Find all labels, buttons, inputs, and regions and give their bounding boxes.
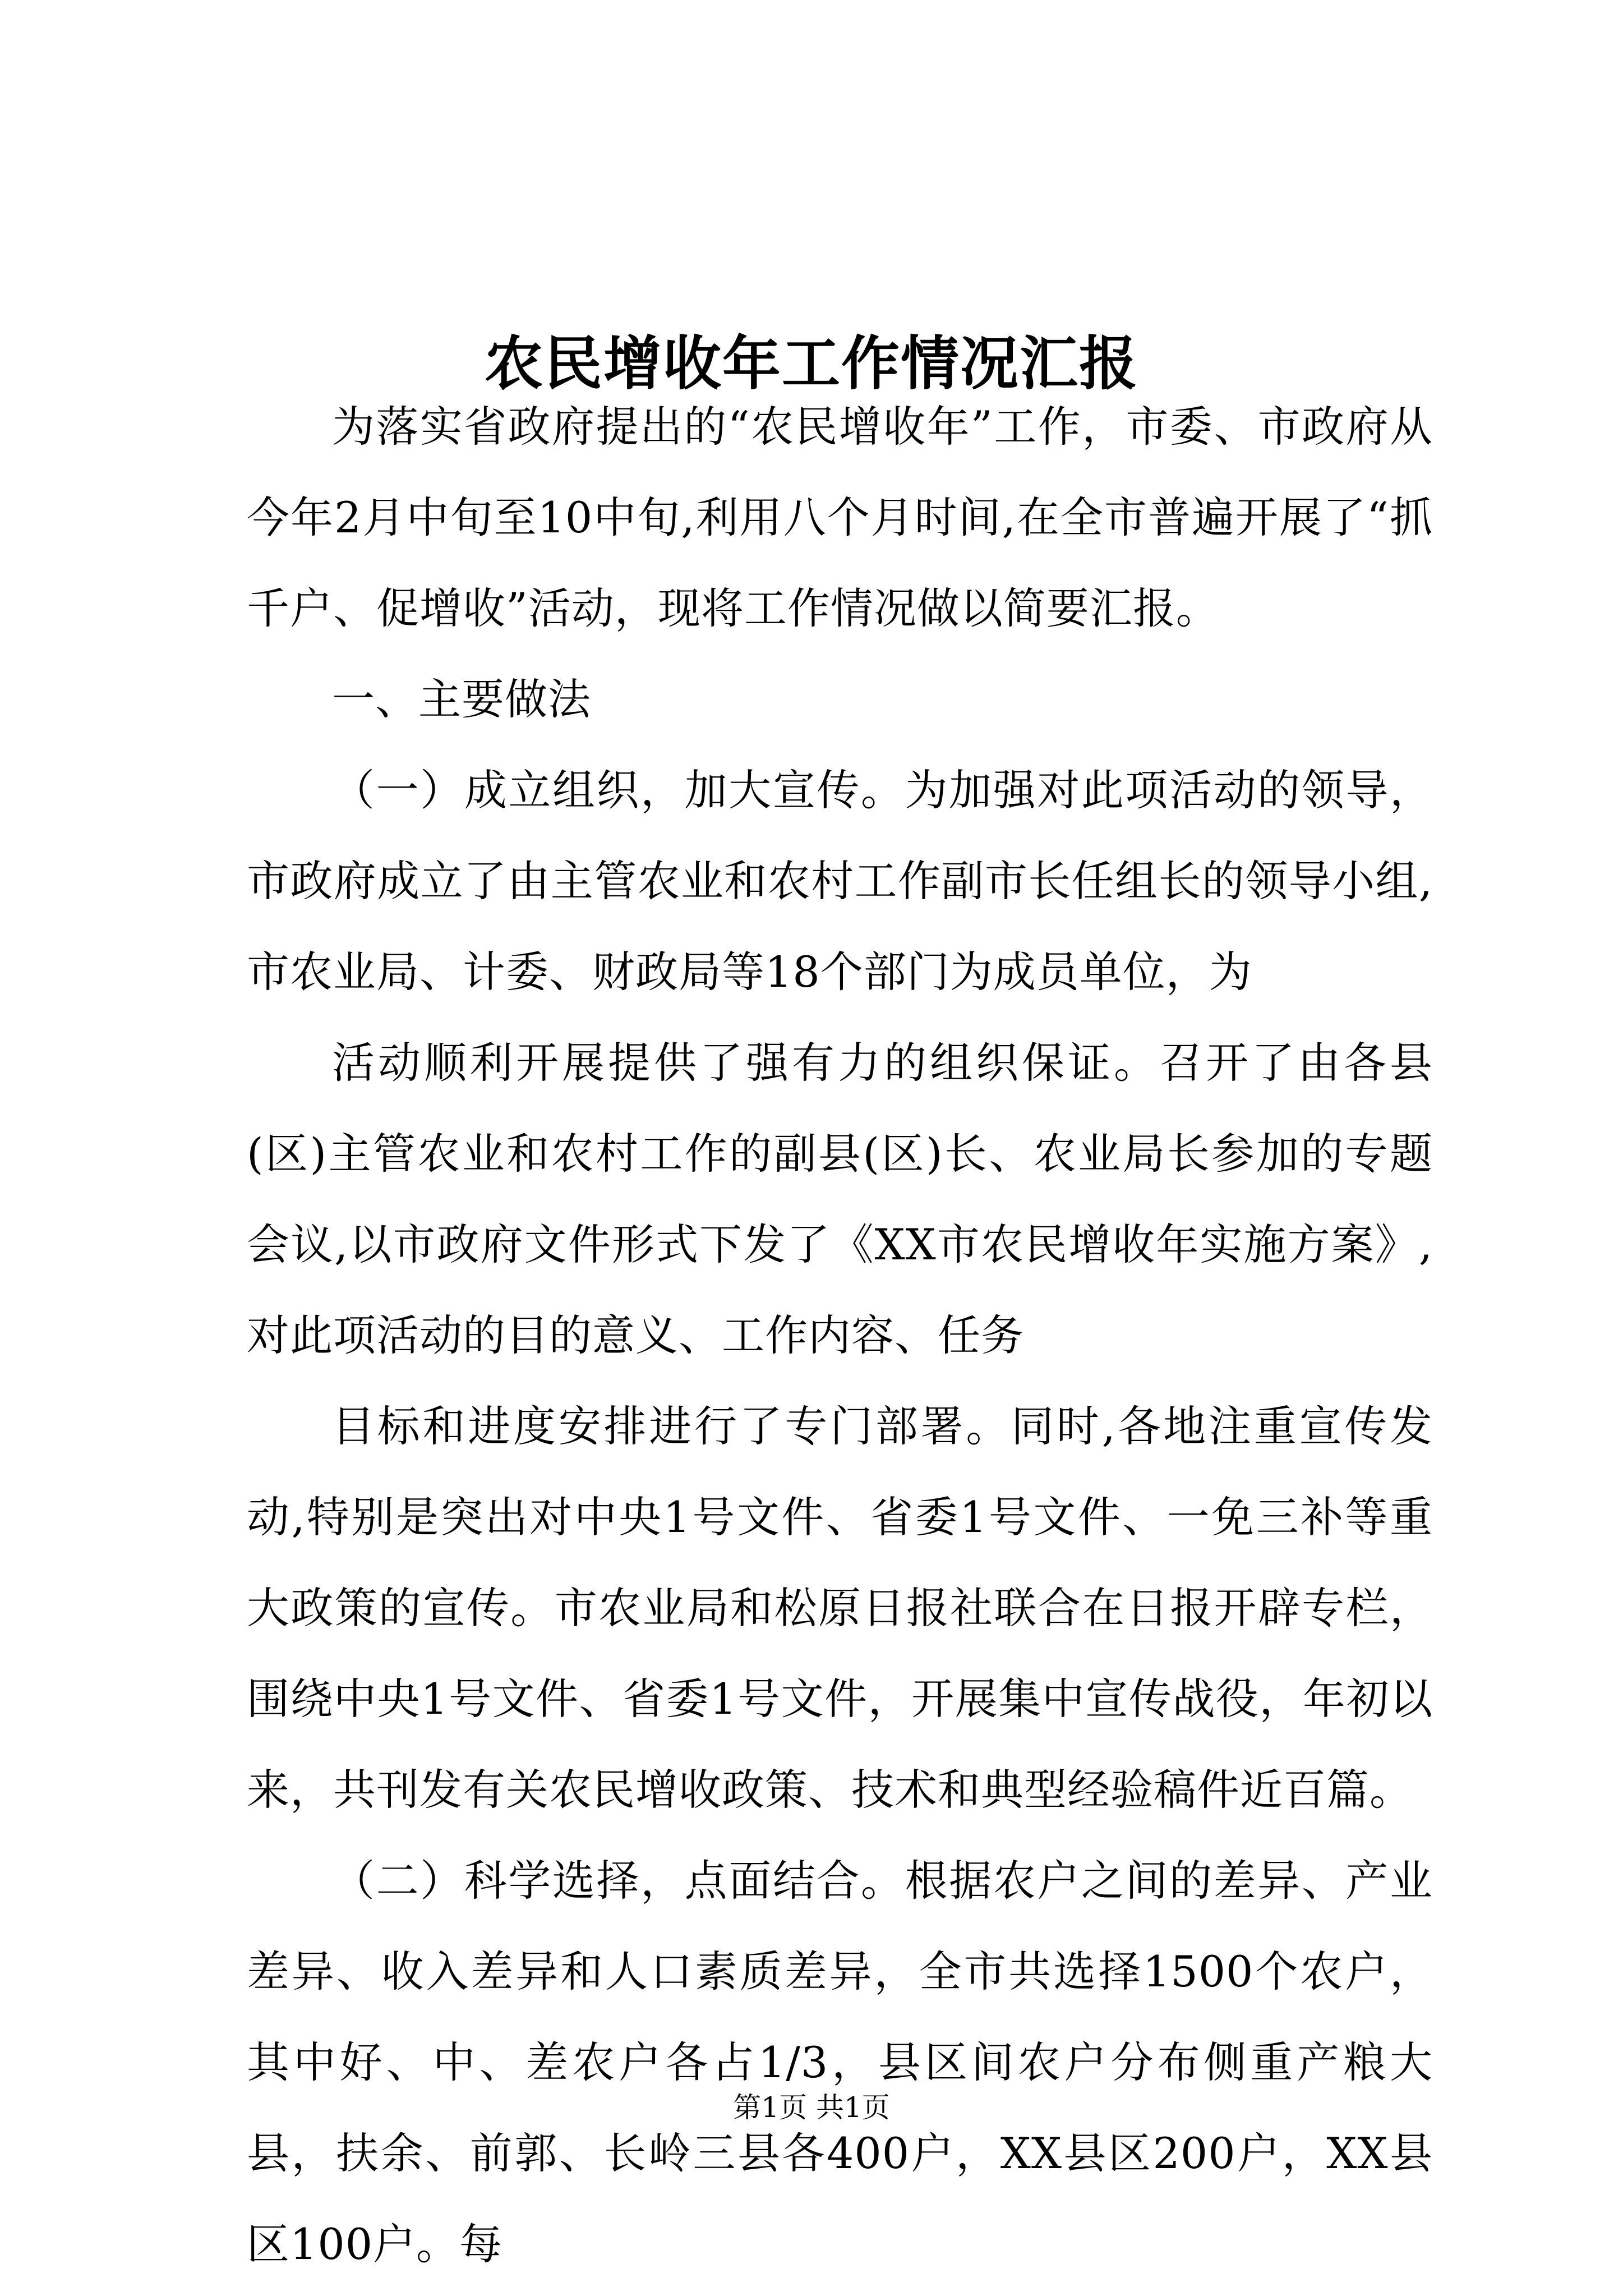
paragraph-intro: 为落实省政府提出的“农民增收年”工作，市委、市政府从今年2月中旬至10中旬,利用八个月时间,在全市普遍开展了“抓千户、促增收”活动，现将工作情况做以简要汇报。 [247, 402, 1433, 633]
paragraph-selection: （二）科学选择，点面结合。根据农户之间的差异、产业差异、收入差异和人口素质差异，全市共选择1500个农户，其中好、中、差农户各占1/3，县区间农户分布侧重产粮大县，扶余、前郭、长岭三县各400户，XX县区200户，XX县区100户。每 [247, 1856, 1433, 2269]
paragraph-organization-continued: 活动顺利开展提供了强有力的组织保证。召开了由各县(区)主管农业和农村工作的副县(区)长、农业局长参加的专题会议,以市政府文件形式下发了《XX市农民增收年实施方案》,对此项活动的目的意义、工作内容、任务 [247, 1038, 1433, 1360]
section-heading-main-methods: 一、主要做法 [332, 674, 591, 724]
document-title: 农民增收年工作情况汇报 [484, 328, 1138, 398]
document-body [247, 381, 1433, 2290]
paragraph-organization: （一）成立组织，加大宣传。为加强对此项活动的领导，市政府成立了由主管农业和农村工作副市长任组长的领导小组,市农业局、计委、财政局等18个部门为成员单位，为 [247, 765, 1433, 997]
paragraph-publicity: 目标和进度安排进行了专门部署。同时,各地注重宣传发动,特别是突出对中央1号文件、省委1号文件、一免三补等重大政策的宣传。市农业局和松原日报社联合在日报开辟专栏，围绕中央1号文件、省委1号文件，开展集中宣传战役，年初以来，共刊发有关农民增收政策、技术和典型经验稿件近百篇。 [247, 1401, 1433, 1815]
page-footer: 第1页 共1页 [733, 2091, 890, 2124]
